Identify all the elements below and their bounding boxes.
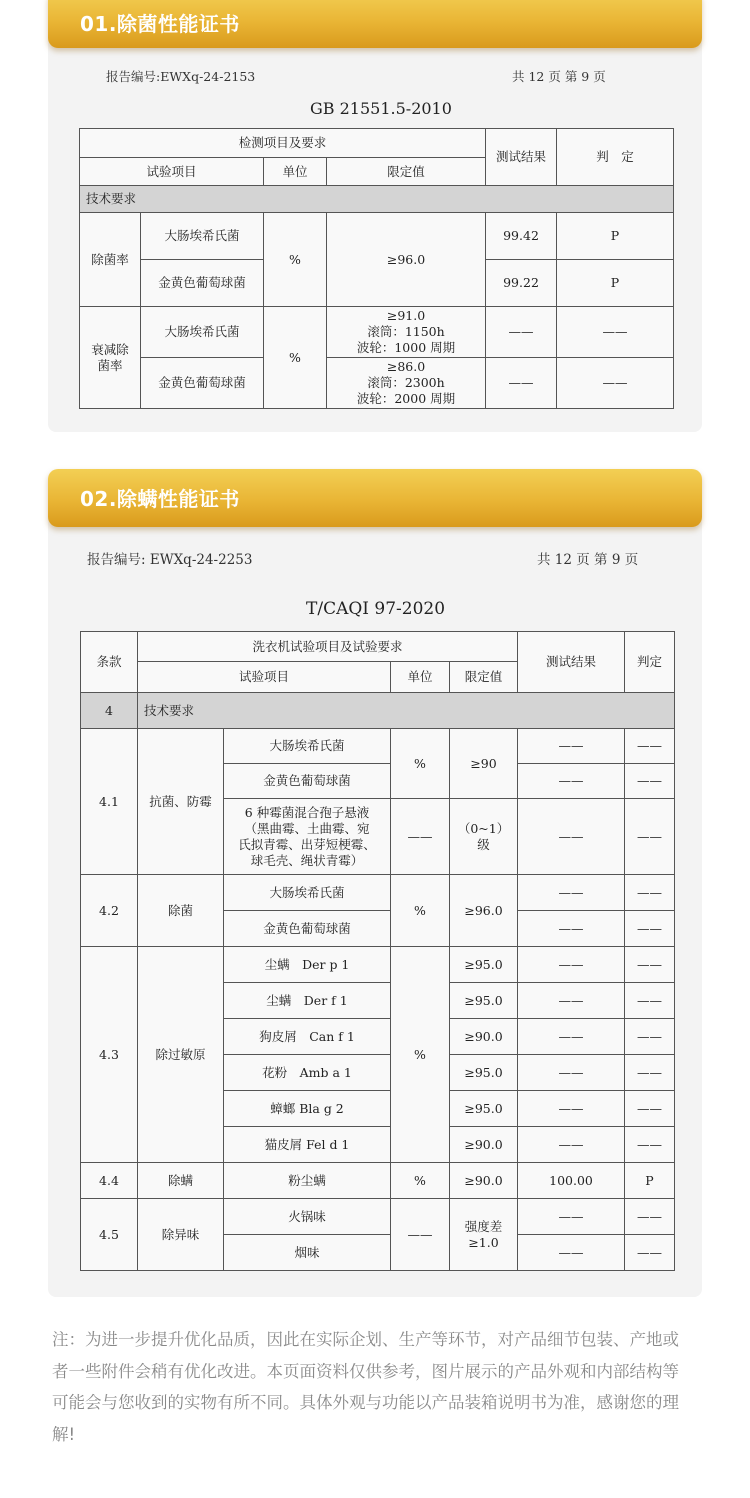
section-row: 技术要求: [80, 186, 674, 213]
group-name: 除菌率: [80, 213, 141, 307]
result-cell: ——: [518, 1235, 625, 1271]
unit-cell: ——: [391, 799, 450, 875]
result-cell: 99.42: [486, 213, 557, 260]
test-item: 大肠埃希氏菌: [224, 875, 391, 911]
result-cell: ——: [518, 911, 625, 947]
standard-code: GB 21551.5-2010: [310, 99, 452, 118]
limit-line: 滚筒：2300h: [367, 375, 445, 390]
limit-cell: [450, 1199, 518, 1271]
clause-number: 4.3: [81, 947, 138, 1163]
limit-cell: [327, 307, 486, 358]
page-info: 共 12 页 第 9 页: [537, 552, 639, 568]
result-cell: ——: [518, 1055, 625, 1091]
group-name: 除过敏原: [138, 947, 224, 1163]
item-line: 球毛壳、绳状青霉）: [250, 852, 364, 868]
section-row: 技术要求: [138, 693, 675, 729]
group-name-line: 衰减除: [91, 341, 129, 357]
section-header-antibacterial: [48, 0, 702, 48]
judge-cell: ——: [625, 764, 675, 799]
section-title: 02.除螨性能证书: [80, 487, 240, 511]
test-item: 蟑螂 Bla g 2: [224, 1091, 391, 1127]
header-group: 洗衣机试验项目及试验要求: [138, 632, 518, 662]
test-item: 金黄色葡萄球菌: [141, 358, 264, 409]
unit-cell: %: [264, 213, 327, 307]
limit-line: 级: [477, 836, 490, 852]
test-item: 粉尘螨: [224, 1163, 391, 1199]
judge-cell: ——: [625, 1091, 675, 1127]
header-result: 测试结果: [486, 129, 557, 186]
limit-line: （0~1）: [457, 820, 510, 836]
result-cell: ——: [518, 1091, 625, 1127]
standard-code: T/CAQI 97-2020: [306, 599, 446, 619]
result-cell: ——: [518, 799, 625, 875]
judge-cell: ——: [625, 799, 675, 875]
section-title: 01.除菌性能证书: [80, 12, 240, 36]
test-item: 金黄色葡萄球菌: [224, 911, 391, 947]
item-line: （黑曲霉、土曲霉、宛: [244, 820, 370, 836]
header-item: 试验项目: [138, 662, 391, 693]
judge-cell: P: [557, 260, 674, 307]
test-item: 尘螨 Der f 1: [224, 983, 391, 1019]
limit-cell: [450, 799, 518, 875]
judge-cell: ——: [625, 911, 675, 947]
header-clause: 条款: [81, 632, 138, 693]
limit-cell: ≥96.0: [450, 875, 518, 947]
limit-line: ≥91.0: [386, 308, 426, 323]
header-result: 测试结果: [518, 632, 625, 693]
header-judge: 判定: [625, 632, 675, 693]
anti-mite-report-table: [80, 631, 675, 1271]
judge-cell: ——: [625, 1235, 675, 1271]
group-name-line: 菌率: [97, 357, 123, 373]
unit-cell: %: [391, 875, 450, 947]
limit-line: ≥86.0: [386, 359, 426, 374]
header-limit: 限定值: [450, 662, 518, 693]
clause-number: 4.4: [81, 1163, 138, 1199]
result-cell: ——: [518, 983, 625, 1019]
header-group: 检测项目及要求: [80, 129, 486, 158]
clause-number: 4.5: [81, 1199, 138, 1271]
judge-cell: P: [557, 213, 674, 260]
header-unit: 单位: [391, 662, 450, 693]
test-item: 花粉 Amb a 1: [224, 1055, 391, 1091]
result-cell: ——: [518, 1127, 625, 1163]
header-judge: 判 定: [557, 129, 674, 186]
test-item: 烟味: [224, 1235, 391, 1271]
judge-cell: ——: [557, 307, 674, 358]
unit-cell: %: [391, 947, 450, 1163]
judge-cell: P: [625, 1163, 675, 1199]
unit-cell: %: [391, 1163, 450, 1199]
unit-cell: ——: [391, 1199, 450, 1271]
judge-cell: ——: [625, 1055, 675, 1091]
test-item: 大肠埃希氏菌: [224, 729, 391, 764]
test-item: 猫皮屑 Fel d 1: [224, 1127, 391, 1163]
group-name: 除螨: [138, 1163, 224, 1199]
result-cell: ——: [518, 1199, 625, 1235]
test-item: 大肠埃希氏菌: [141, 213, 264, 260]
judge-cell: ——: [625, 1019, 675, 1055]
group-name: 除菌: [138, 875, 224, 947]
judge-cell: ——: [625, 875, 675, 911]
result-cell: ——: [518, 947, 625, 983]
limit-cell: ≥90.0: [450, 1019, 518, 1055]
page-info: 共 12 页 第 9 页: [512, 69, 606, 84]
antibacterial-report-table: [79, 128, 674, 409]
judge-cell: ——: [625, 1199, 675, 1235]
section-header-anti-mite: [48, 469, 702, 527]
result-cell: 99.22: [486, 260, 557, 307]
disclaimer-note: 注：为进一步提升优化品质，因此在实际企划、生产等环节，对产品细节包装、产地或者一些附件会稍有优化改进。本页面资料仅供参考，图片展示的产品外观和内部结构等可能会与您收到的实物有所不同。具体外观与功能以产品装箱说明书为准，感谢您的理解!: [52, 1330, 679, 1444]
judge-cell: ——: [625, 983, 675, 1019]
limit-cell: [327, 358, 486, 409]
judge-cell: ——: [625, 1127, 675, 1163]
item-line: 6 种霉菌混合孢子悬液: [244, 804, 370, 820]
result-cell: ——: [518, 729, 625, 764]
header-unit: 单位: [264, 158, 327, 186]
limit-line: 强度差: [464, 1218, 503, 1234]
limit-cell: ≥90: [450, 729, 518, 799]
unit-cell: %: [264, 307, 327, 409]
test-item: 金黄色葡萄球菌: [141, 260, 264, 307]
clause-number: 4.2: [81, 875, 138, 947]
item-line: 氏拟青霉、出芽短梗霉、: [238, 836, 376, 852]
limit-cell: ≥95.0: [450, 1091, 518, 1127]
limit-cell: ≥90.0: [450, 1127, 518, 1163]
test-item: [224, 799, 391, 875]
unit-cell: %: [391, 729, 450, 799]
section-row-clause: 4: [81, 693, 138, 729]
result-cell: ——: [518, 764, 625, 799]
limit-cell: ≥90.0: [450, 1163, 518, 1199]
result-cell: 100.00: [518, 1163, 625, 1199]
limit-line: 波轮：2000 周期: [356, 391, 456, 406]
judge-cell: ——: [557, 358, 674, 409]
group-name: 除异味: [138, 1199, 224, 1271]
test-item: 大肠埃希氏菌: [141, 307, 264, 358]
judge-cell: ——: [625, 947, 675, 983]
result-cell: ——: [486, 307, 557, 358]
header-limit: 限定值: [327, 158, 486, 186]
judge-cell: ——: [625, 729, 675, 764]
test-item: 火锅味: [224, 1199, 391, 1235]
group-name: [80, 307, 141, 409]
test-item: 金黄色葡萄球菌: [224, 764, 391, 799]
header-item: 试验项目: [80, 158, 264, 186]
test-item: 狗皮屑 Can f 1: [224, 1019, 391, 1055]
limit-cell: ≥95.0: [450, 1055, 518, 1091]
limit-line: 滚筒：1150h: [367, 324, 445, 339]
limit-cell: ≥95.0: [450, 947, 518, 983]
result-cell: ——: [486, 358, 557, 409]
result-cell: ——: [518, 875, 625, 911]
group-name: 抗菌、防霉: [138, 729, 224, 875]
limit-line: ≥1.0: [468, 1234, 499, 1250]
report-number: 报告编号: EWXq-24-2253: [87, 552, 253, 568]
limit-cell: ≥95.0: [450, 983, 518, 1019]
limit-cell: ≥96.0: [327, 213, 486, 307]
test-item: 尘螨 Der p 1: [224, 947, 391, 983]
limit-line: 波轮：1000 周期: [356, 340, 456, 355]
result-cell: ——: [518, 1019, 625, 1055]
clause-number: 4.1: [81, 729, 138, 875]
report-number: 报告编号:EWXq-24-2153: [106, 69, 256, 84]
